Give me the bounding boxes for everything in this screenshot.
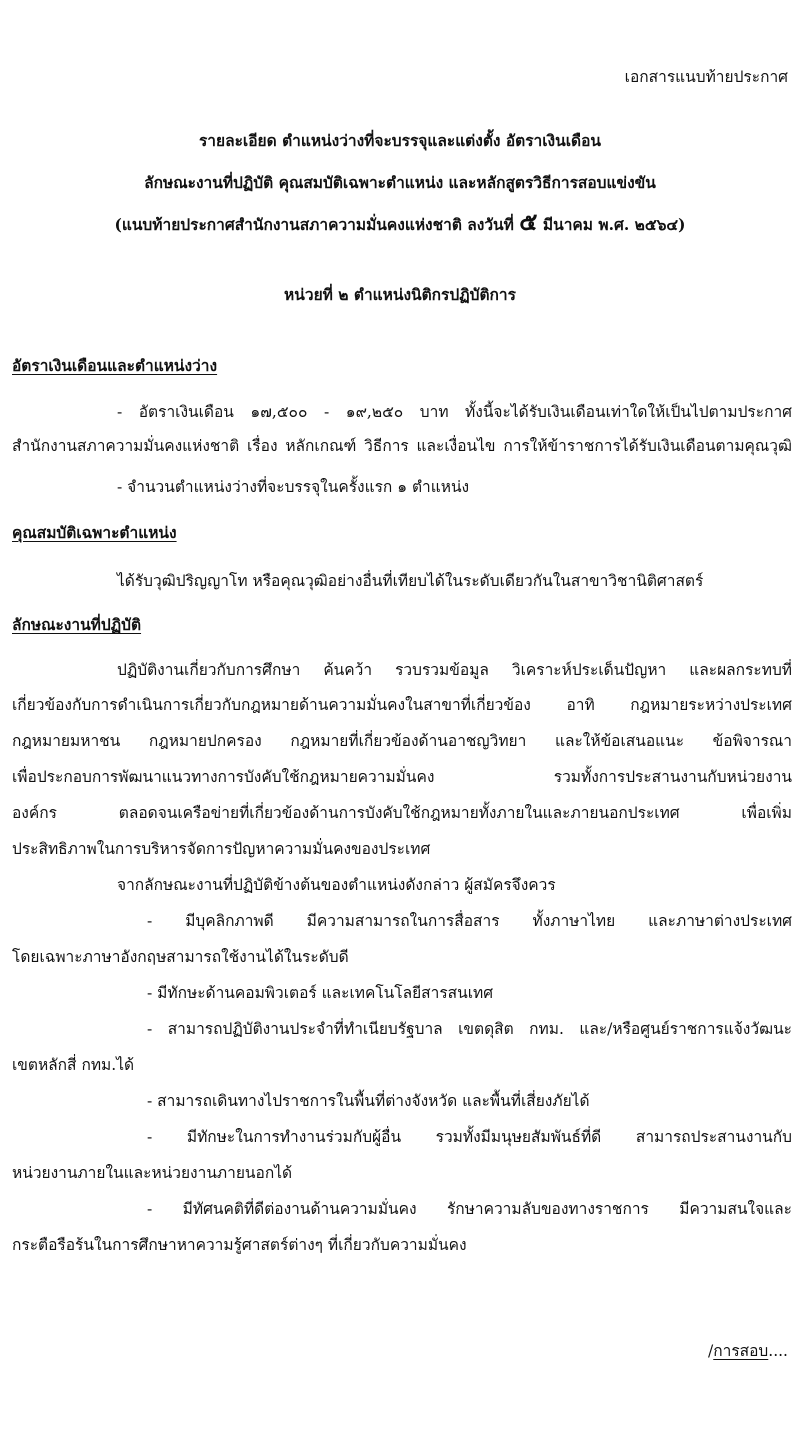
title-line-1: รายละเอียด ตำแหน่งว่างที่จะบรรจุและแต่งตั้ง อัตราเงินเดือน [198,131,601,150]
salary-heading: อัตราเงินเดือนและตำแหน่งว่าง [12,356,218,375]
duty-intro: จากลักษณะงานที่ปฏิบัติข้างต้นของตำแหน่งดังกล่าว ผู้สมัครจึงควร [117,876,556,894]
salary-line-1: - อัตราเงินเดือน ๑๗,๕๐๐ - ๑๙,๒๕๐ บาท ทั้งนี้จะได้รับเงินเดือนเท่าใดให้เป็นไปตามประกาศ [117,403,792,421]
qualification-text: ได้รับวุฒิปริญญาโท หรือคุณวุฒิอย่างอื่นที่เทียบได้ในระดับเดียวกันในสาขาวิชานิติศาสตร์ [117,572,704,590]
duty-paragraph-line: ปฏิบัติงานเกี่ยวกับการศึกษา ค้นคว้า รวบรวมข้อมูล วิเคราะห์ประเด็นปัญหา และผลกระทบที่ [117,661,792,679]
duty-paragraph-line: ประสิทธิภาพในการบริหารจัดการปัญหาความมั่นคงของประเทศ [12,840,431,858]
duty-heading: ลักษณะงานที่ปฏิบัติ [12,615,142,634]
vacancy-count: - จำนวนตำแหน่งว่างที่จะบรรจุในครั้งแรก ๑ ตำแหน่ง [117,478,470,496]
announcement-day: ๕ [519,207,538,236]
duty-bullet: - มีทักษะด้านคอมพิวเตอร์ และเทคโนโลยีสารสนเทศ [147,984,494,1002]
duty-paragraph-line: เพื่อประกอบการพัฒนาแนวทางการบังคับใช้กฎหมายความมั่นคง รวมทั้งการประสานงานกับหน่วยงาน [12,768,792,786]
title-line-3-suffix: มีนาคม พ.ศ. ๒๕๖๔) [542,215,686,234]
continuation-slash: / [708,1342,714,1360]
duty-bullet-cont: หน่วยงานภายในและหน่วยงานภายนอกได้ [12,1164,293,1182]
duty-bullet-cont: กระตือรือร้นในการศึกษาหาความรู้ศาสตร์ต่างๆ ที่เกี่ยวกับความมั่นคง [12,1236,467,1254]
unit-title: หน่วยที่ ๒ ตำแหน่งนิติกรปฏิบัติการ [284,285,516,304]
continuation-word: การสอบ [713,1342,769,1360]
duty-bullet: - มีทัศนคติที่ดีต่องานด้านความมั่นคง รักษาความลับของทางราชการ มีความสนใจและ [147,1200,792,1218]
duty-bullet: - สามารถเดินทางไปราชการในพื้นที่ต่างจังหวัด และพื้นที่เสี่ยงภัยได้ [147,1092,590,1110]
continuation-dots: .... [768,1342,788,1360]
duty-paragraph-line: เกี่ยวข้องกับการดำเนินการเกี่ยวกับกฎหมายด้านความมั่นคงในสาขาที่เกี่ยวข้อง อาทิ กฎหมายระหว่างประเทศ [12,696,792,714]
duty-bullet: - สามารถปฏิบัติงานประจำที่ทำเนียบรัฐบาล เขตดุสิต กทม. และ/หรือศูนย์ราชการแจ้งวัฒนะ [147,1020,792,1038]
salary-line-2: สำนักงานสภาความมั่นคงแห่งชาติ เรื่อง หลักเกณฑ์ วิธีการ และเงื่อนไข การให้ข้าราชการได้รับเงินเดือนตามคุณวุฒิ [12,437,792,455]
duty-paragraph-line: กฎหมายมหาชน กฎหมายปกครอง กฎหมายที่เกี่ยวข้องด้านอาชญวิทยา และให้ข้อเสนอแนะ ข้อพิจารณา [12,732,792,750]
title-line-2: ลักษณะงานที่ปฏิบัติ คุณสมบัติเฉพาะตำแหน่ง และหลักสูตรวิธีการสอบแข่งขัน [144,173,656,192]
duty-bullet: - มีทักษะในการทำงานร่วมกับผู้อื่น รวมทั้งมีมนุษยสัมพันธ์ที่ดี สามารถประสานงานกับ [147,1128,792,1146]
duty-bullet: - มีบุคลิกภาพดี มีความสามารถในการสื่อสาร ทั้งภาษาไทย และภาษาต่างประเทศ [147,912,792,930]
annex-label: เอกสารแนบท้ายประกาศ [624,68,788,86]
qualification-heading: คุณสมบัติเฉพาะตำแหน่ง [12,523,177,542]
duty-bullet-cont: โดยเฉพาะภาษาอังกฤษสามารถใช้งานได้ในระดับดี [12,948,349,966]
title-line-3 [0,202,800,241]
title-line-3-prefix: (แนบท้ายประกาศสำนักงานสภาความมั่นคงแห่งชาติ ลงวันที่ [114,215,514,234]
duty-paragraph-line: องค์กร ตลอดจนเครือข่ายที่เกี่ยวข้องด้านการบังคับใช้กฎหมายทั้งภายในและภายนอกประเทศ เพื่อเพิ่ม [12,804,792,822]
duty-bullet-cont: เขตหลักสี่ กทม.ได้ [12,1056,135,1074]
continuation-marker [708,1338,788,1363]
